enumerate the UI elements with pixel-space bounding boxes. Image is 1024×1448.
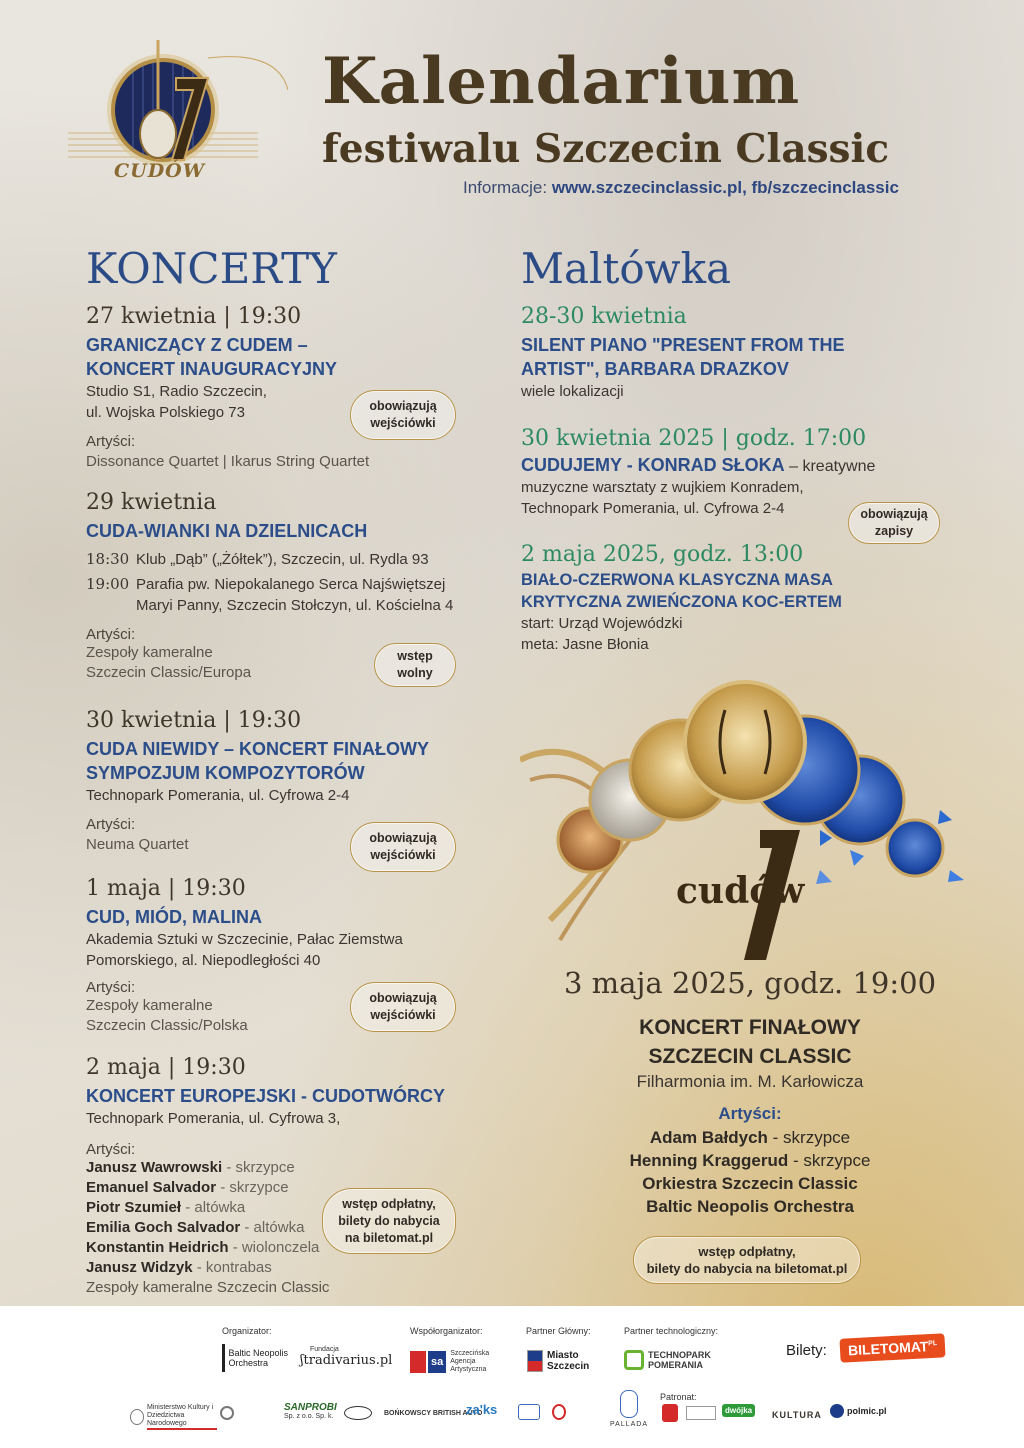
final-title-line: SZCZECIN CLASSIC <box>648 1045 852 1068</box>
pill-line: obowiązują <box>860 507 928 521</box>
artist-role: - skrzypce <box>788 1151 871 1170</box>
tvp-kultura-logo: KULTURA <box>772 1410 822 1420</box>
artists-heading: Artyści: <box>86 1141 136 1158</box>
artist-row <box>540 1126 960 1149</box>
final-title <box>540 1013 960 1071</box>
schedule-text: Parafia pw. Niepokalanego Serca Najświętszej <box>136 576 446 593</box>
ministry-logo <box>130 1404 217 1430</box>
bno-text: Baltic Neopolis Orchestra <box>228 1348 289 1368</box>
pill-line: wejściówki <box>370 416 436 430</box>
event-title-line: KRYTYCZNA ZWIEŃCZONA KOC-ERTEM <box>521 593 842 611</box>
pill-line: wstęp odpłatny, <box>698 1244 796 1259</box>
coorganizer-label: Współorganizator: <box>410 1326 483 1336</box>
artists-line: Szczecin Classic/Europa <box>86 664 252 681</box>
pill-line: obowiązują <box>369 399 437 413</box>
artist-row: Zespoły kameralne Szczecin Classic <box>86 1279 330 1296</box>
emblem-word: cudów <box>676 870 805 912</box>
german-polish-society-icon <box>552 1404 566 1420</box>
koncerty-heading: KONCERTY <box>86 244 337 293</box>
maltowka-event-1 <box>521 304 941 402</box>
crest-icon <box>662 1404 678 1422</box>
artist-name: Piotr Szumieł <box>86 1199 182 1216</box>
artist-row <box>540 1149 960 1172</box>
pill-line: na biletomat.pl <box>344 1230 434 1245</box>
polmic-text: polmic.pl <box>847 1406 887 1416</box>
schedule-row <box>86 574 506 616</box>
event-place: wiele lokalizacji <box>521 383 624 400</box>
artist-row <box>540 1195 960 1218</box>
biletomat-text: BILETOMAT <box>847 1338 929 1359</box>
final-artists <box>540 1126 960 1218</box>
miasto-crest-icon <box>527 1350 543 1372</box>
bno-mark <box>222 1344 225 1372</box>
tradivarius-logo <box>300 1346 392 1368</box>
event-place-line: Akademia Sztuki w Szczecinie, Pałac Ziemstwa <box>86 931 403 948</box>
artist-role: - altówka <box>244 1219 305 1236</box>
event-place-line: Studio S1, Radio Szczecin, <box>86 383 267 400</box>
event-place: Technopark Pomerania, ul. Cyfrowa 3, <box>86 1110 341 1127</box>
info-line <box>463 178 899 198</box>
artist-name: Adam Bałdych <box>649 1128 768 1147</box>
pill-line: zapisy <box>874 524 914 538</box>
artist-name: Orkiestra Szczecin Classic <box>642 1174 858 1193</box>
schedule-text: Klub „Dąb” („Żółtek”), Szczecin, ul. Rydla 93 <box>136 551 429 568</box>
event-place-line: ul. Wojska Polskiego 73 <box>86 404 245 421</box>
signup-pill <box>848 502 940 544</box>
pallada-mark <box>620 1390 638 1418</box>
event-title-line: CUDA NIEWIDY – KONCERT FINAŁOWY <box>86 739 430 759</box>
patronage-label: Patronat: <box>660 1392 697 1402</box>
technopark-mark <box>624 1350 644 1370</box>
ministry-text: Ministerstwo Kultury i Dziedzictwa Narodowego <box>147 1404 217 1430</box>
pill-line: wstęp odpłatny, <box>342 1196 436 1211</box>
artist-name: Janusz Wawrowski <box>86 1159 223 1176</box>
zaiks-logo: za'ks <box>466 1402 498 1417</box>
land-rover-icon <box>344 1406 372 1420</box>
event-title <box>521 333 941 381</box>
artists-text: Dissonance Quartet | Ikarus String Quartet <box>86 453 370 470</box>
tradivarius-pre: Fundacja <box>310 1346 339 1353</box>
sa-text: Szczecińska Agencja Artystyczna <box>450 1350 490 1373</box>
page-subtitle: festiwalu Szczecin Classic <box>322 126 890 172</box>
sanprobi-sub: Sp. z o.o. Sp. k. <box>284 1413 334 1420</box>
biletomat-pl: PL <box>928 1340 938 1348</box>
artist-role: - skrzypce <box>220 1179 289 1196</box>
instruments-emblem <box>520 670 980 970</box>
event-title: KONCERT EUROPEJSKI - CUDOTWÓRCY <box>86 1086 446 1106</box>
polmic-mark <box>830 1404 844 1418</box>
event-title-line: SYMPOZJUM KOMPOZYTORÓW <box>86 763 365 783</box>
artists-heading: Artyści: <box>86 979 136 996</box>
pill-line: wejściówki <box>370 1008 436 1022</box>
entry-pill <box>350 822 456 872</box>
event-title-line: KONCERT INAUGURACYJNY <box>86 359 338 379</box>
artist-role: - altówka <box>185 1199 246 1216</box>
pill-line: obowiązują <box>369 991 437 1005</box>
entry-pill <box>350 390 456 440</box>
sanprobi-logo <box>284 1402 337 1420</box>
event-title-line: BIAŁO-CZERWONA KLASYCZNA MASA <box>521 571 833 589</box>
artist-name: Janusz Widzyk <box>86 1259 193 1276</box>
artist-name: Emilia Goch Salvador <box>86 1219 241 1236</box>
artists-heading: Artyści: <box>86 626 136 643</box>
sa-logo <box>410 1350 504 1374</box>
event-title-rest: – kreatywne <box>784 458 876 475</box>
info-links[interactable]: www.szczecinclassic.pl, fb/szczecinclassic <box>551 178 899 197</box>
ticket-pill[interactable] <box>322 1188 456 1254</box>
event-title-strong: CUDUJEMY - KONRAD SŁOKA <box>521 455 785 475</box>
miasto-text: Miasto Szczecin <box>547 1350 590 1372</box>
final-ticket-pill[interactable] <box>633 1236 861 1284</box>
pill-line: wstęp <box>397 649 433 663</box>
tradivarius-name: tradivarius.pl <box>303 1353 393 1368</box>
bno-logo <box>222 1344 292 1372</box>
event-title: CUDA-WIANKI NA DZIELNICACH <box>86 521 368 541</box>
event-desc-line: muzyczne warsztaty z wujkiem Konradem, <box>521 479 804 496</box>
pallada-logo <box>610 1390 648 1428</box>
artists-heading: Artyści: <box>86 816 136 833</box>
maltowka-heading: Maltówka <box>521 244 732 293</box>
pill-line: wolny <box>397 666 433 680</box>
event-date: 27 kwietnia | 19:30 <box>86 304 302 329</box>
event-title <box>86 333 486 381</box>
polmic-logo <box>830 1404 887 1418</box>
event-place <box>86 929 506 971</box>
tech-partner-label: Partner technologiczny: <box>624 1326 719 1336</box>
artist-name: Emanuel Salvador <box>86 1179 217 1196</box>
artist-name: Konstantin Heidrich <box>86 1239 229 1256</box>
marshal-office-icon <box>686 1406 716 1420</box>
entry-pill <box>374 643 456 687</box>
organizer-label: Organizator: <box>222 1326 272 1336</box>
pill-line: bilety do nabycia na biletomat.pl <box>646 1261 848 1276</box>
event-date: 1 maja | 19:30 <box>86 876 246 901</box>
festival-logo <box>58 30 288 200</box>
logo-text: CUDÓW <box>114 160 206 182</box>
artist-row <box>86 1158 506 1178</box>
event-date: 2 maja 2025, godz. 13:00 <box>521 542 804 567</box>
event-date: 2 maja | 19:30 <box>86 1055 246 1080</box>
page-title: Kalendarium <box>322 44 801 119</box>
event-date: 28-30 kwietnia <box>521 304 687 329</box>
anniversary-icon <box>518 1404 540 1420</box>
event-place-line: Pomorskiego, al. Niepodległości 40 <box>86 952 321 969</box>
entry-pill <box>350 982 456 1032</box>
bonkowscy-logo: BOŃKOWSCY BRITISH AUTO <box>384 1410 483 1417</box>
artist-role: - skrzypce <box>226 1159 295 1176</box>
schedule-time: 18:30 <box>86 550 130 568</box>
pill-line: obowiązują <box>369 831 437 845</box>
schedule-time: 19:00 <box>86 575 130 593</box>
event-title <box>521 569 941 613</box>
technopark-logo <box>624 1350 711 1370</box>
artist-role: - skrzypce <box>767 1128 851 1147</box>
ministry-eagle-icon <box>130 1409 144 1425</box>
event-desc <box>521 613 941 655</box>
event-2-may <box>86 1055 506 1298</box>
event-desc-line: meta: Jasne Błonia <box>521 636 649 653</box>
maltowka-event-3 <box>521 542 941 655</box>
tickets-label: Bilety: <box>786 1342 827 1359</box>
schedule-row <box>86 549 506 570</box>
sponsors-footer <box>0 1306 1024 1448</box>
event-date: 30 kwietnia 2025 | godz. 17:00 <box>521 426 867 451</box>
artist-row <box>540 1172 960 1195</box>
artist-name: Henning Kraggerud <box>629 1151 789 1170</box>
foundation-icon <box>220 1406 234 1420</box>
event-title <box>521 455 941 477</box>
info-label: Informacje: <box>463 178 548 197</box>
artist-row <box>86 1258 506 1278</box>
artists-line: Szczecin Classic/Polska <box>86 1017 248 1034</box>
artist-role: - kontrabas <box>196 1259 272 1276</box>
final-date: 3 maja 2025, godz. 19:00 <box>563 966 937 1000</box>
event-title-line: GRANICZĄCY Z CUDEM – <box>86 335 308 355</box>
artist-name: Baltic Neopolis Orchestra <box>646 1197 854 1216</box>
pill-line: wejściówki <box>370 848 436 862</box>
artists-heading: Artyści: <box>86 433 136 450</box>
event-title-line: SILENT PIANO "PRESENT FROM THE <box>521 335 845 355</box>
sa-blue-mark: sa <box>428 1351 446 1373</box>
tradivarius-text: ʃtradivarius.pl <box>300 1353 393 1368</box>
main-partner-label: Partner Główny: <box>526 1326 591 1336</box>
event-title <box>86 737 506 785</box>
pallada-text: PALLADA <box>610 1421 648 1428</box>
event-date: 29 kwietnia <box>86 490 217 515</box>
pill-line: bilety do nabycia <box>338 1213 440 1228</box>
event-title: CUD, MIÓD, MALINA <box>86 907 262 927</box>
sa-red-mark <box>410 1351 426 1373</box>
event-desc-line: start: Urząd Wojewódzki <box>521 615 683 632</box>
artists-line: Zespoły kameralne <box>86 644 213 661</box>
artists-line: Zespoły kameralne <box>86 997 213 1014</box>
event-place: Technopark Pomerania, ul. Cyfrowa 2-4 <box>86 787 350 804</box>
sanprobi-text: SANPROBI <box>284 1402 337 1413</box>
final-artists-heading: Artyści: <box>718 1104 782 1123</box>
artist-role: - wiolonczela <box>232 1239 320 1256</box>
artists-text: Neuma Quartet <box>86 836 189 853</box>
event-date: 30 kwietnia | 19:30 <box>86 708 302 733</box>
biletomat-logo[interactable] <box>839 1333 945 1362</box>
miasto-szczecin-logo <box>527 1350 593 1372</box>
event-title-line: ARTIST", BARBARA DRAZKOV <box>521 359 789 379</box>
final-title-line: KONCERT FINAŁOWY <box>639 1016 861 1039</box>
schedule-text: Maryi Panny, Szczecin Stołczyn, ul. Kościelna 4 <box>136 597 454 614</box>
final-place: Filharmonia im. M. Karłowicza <box>636 1072 864 1091</box>
dwojka-logo: dwójka <box>722 1404 755 1417</box>
technopark-text: TECHNOPARK POMERANIA <box>648 1350 711 1370</box>
event-27-april <box>86 304 486 472</box>
event-desc-line: Technopark Pomerania, ul. Cyfrowa 2-4 <box>521 500 785 517</box>
